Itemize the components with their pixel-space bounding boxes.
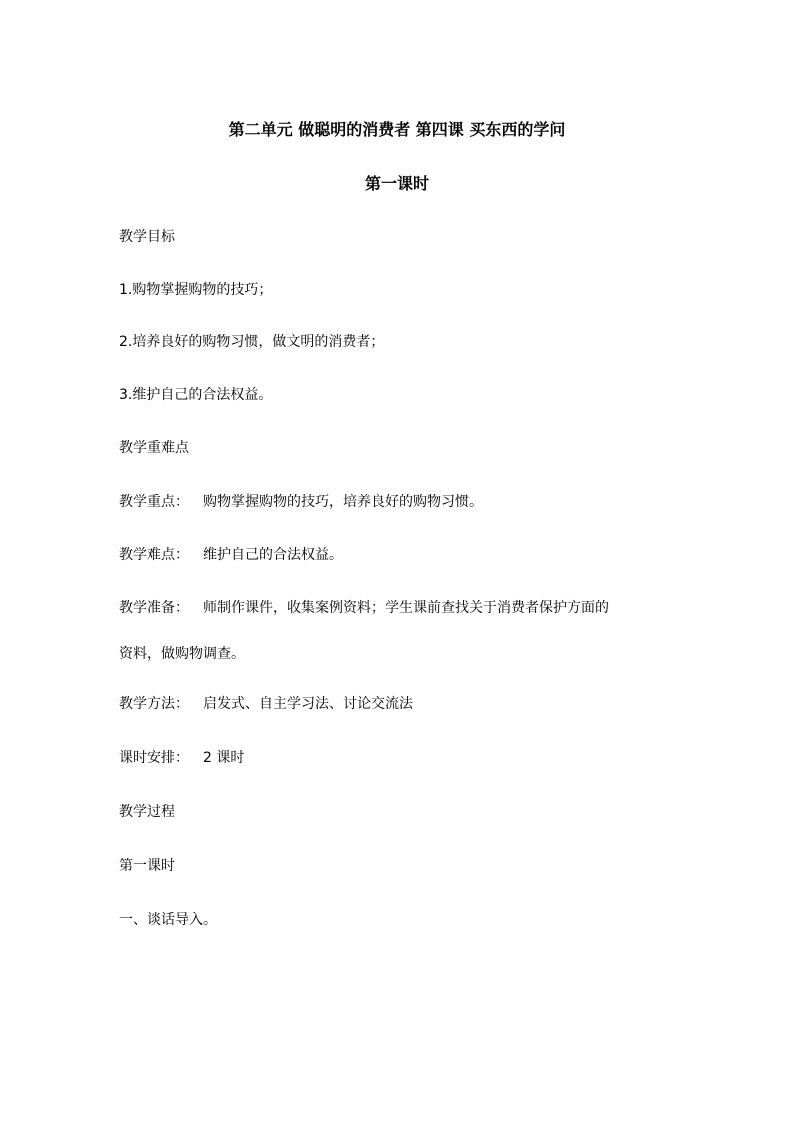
key-point-line — [119, 492, 483, 512]
objective-item-2: 2.培养良好的购物习惯，做文明的消费者； — [119, 334, 385, 350]
lesson-one-heading: 第一课时 — [119, 858, 175, 874]
document-subtitle: 第一课时 — [364, 174, 429, 193]
preparation-line — [119, 598, 609, 618]
key-point-value: 购物掌握购物的技巧，培养良好的购物习惯。 — [203, 494, 483, 510]
document-title: 第二单元 做聪明的消费者 第四课 买东西的学问 — [228, 120, 566, 139]
key-points-heading: 教学重难点 — [119, 440, 189, 456]
objectives-heading: 教学目标 — [119, 229, 175, 245]
schedule-line — [119, 748, 244, 768]
method-value: 启发式、自主学习法、讨论交流法 — [203, 696, 413, 712]
preparation-value: 师制作课件，收集案例资料；学生课前查找关于消费者保护方面的 — [203, 600, 609, 616]
process-heading: 教学过程 — [119, 804, 175, 820]
section-one-heading: 一、谈话导入。 — [119, 912, 217, 928]
key-point-label: 教学重点： — [119, 494, 189, 510]
schedule-value: 2 课时 — [203, 750, 245, 766]
difficult-point-label: 教学难点： — [119, 547, 189, 563]
difficult-point-line — [119, 545, 343, 565]
objective-item-1: 1.购物掌握购物的技巧； — [119, 282, 273, 298]
schedule-label: 课时安排： — [119, 750, 189, 766]
method-line — [119, 694, 413, 714]
difficult-point-value: 维护自己的合法权益。 — [203, 547, 343, 563]
objective-item-3: 3.维护自己的合法权益。 — [119, 387, 273, 403]
method-label: 教学方法： — [119, 696, 189, 712]
preparation-continuation: 资料，做购物调查。 — [119, 646, 245, 662]
preparation-label: 教学准备： — [119, 600, 189, 616]
